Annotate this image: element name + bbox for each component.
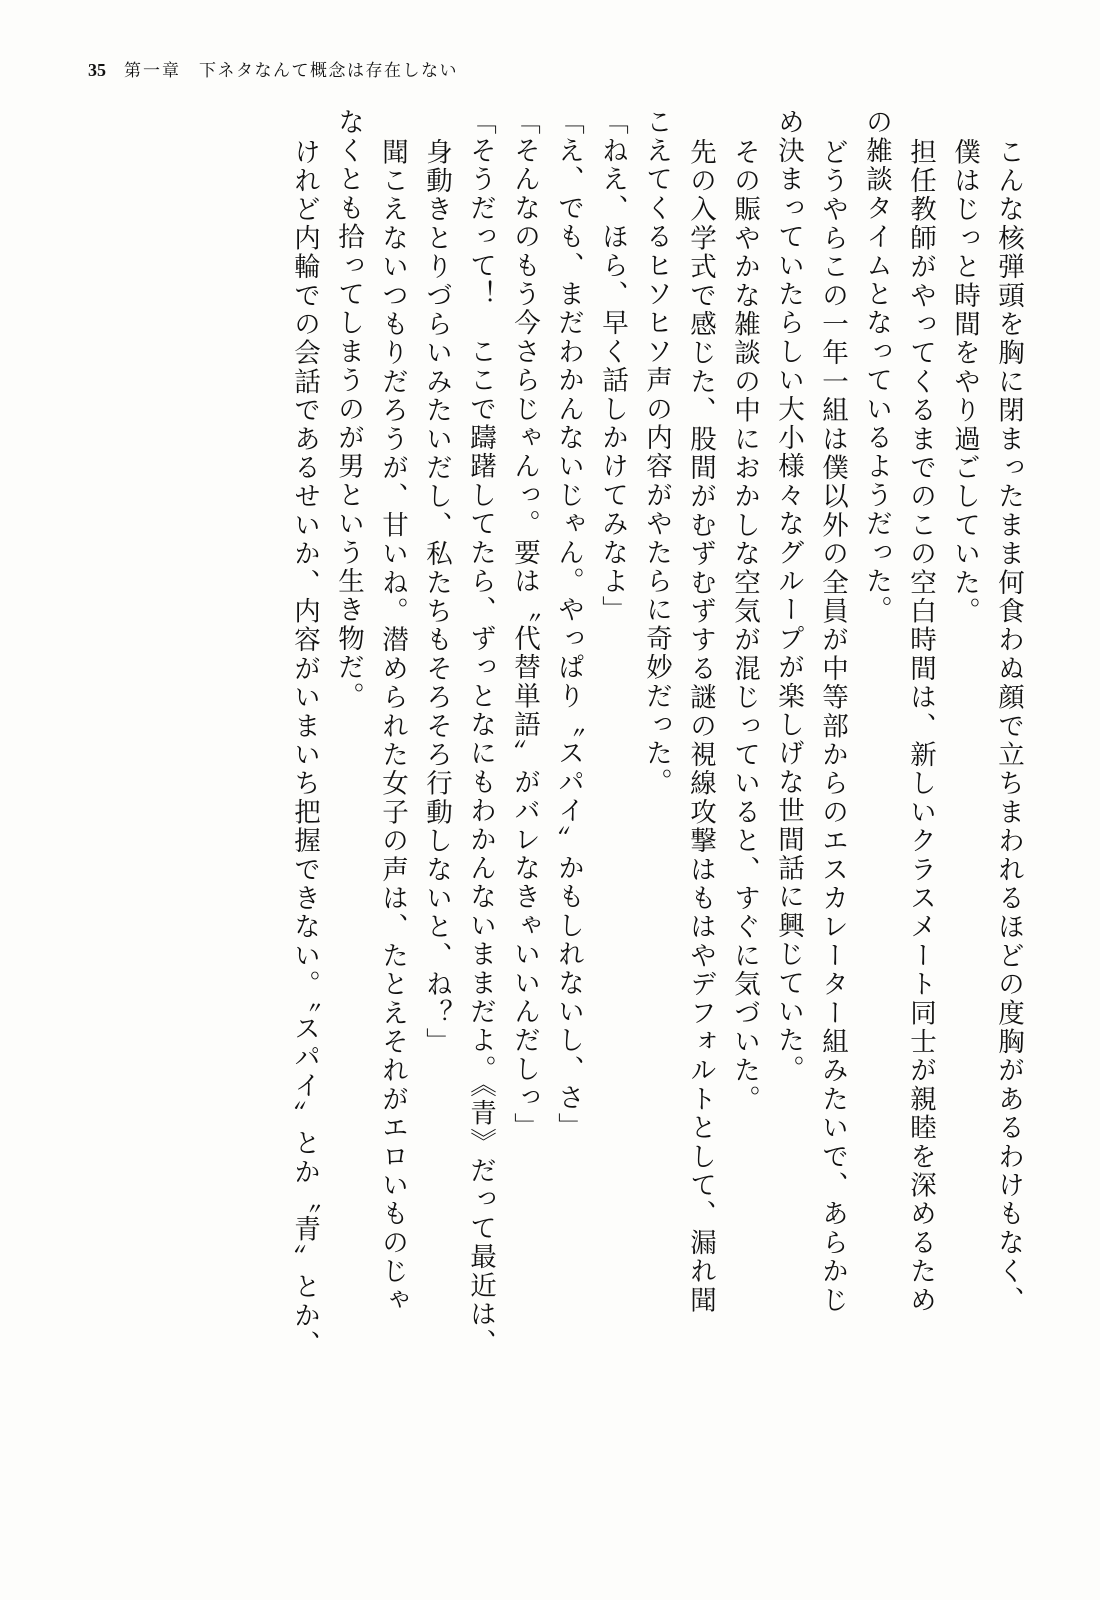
text-column: 身動きとりづらいみたいだし、私たちもそろそろ行動しないと、ね？」 bbox=[422, 138, 452, 1057]
chapter-label: 第一章 bbox=[124, 61, 181, 80]
page-body bbox=[78, 108, 1022, 1528]
page-number: 35 bbox=[88, 60, 106, 80]
text-column: その賑やかな雑談の中におかしな空気が混じっていると、すぐに気づいた。 bbox=[730, 138, 760, 1114]
running-head bbox=[88, 56, 458, 81]
text-column: こんな核弾頭を胸に閉まったまま何食わぬ顔で立ちまわれるほどの度胸があるわけもなく、 bbox=[994, 138, 1024, 1315]
text-column: こえてくるヒソヒソ声の内容がやたらに奇妙だった。 bbox=[642, 108, 672, 797]
text-column: の雑談タイムとなっているようだった。 bbox=[862, 108, 892, 625]
text-column: 「そうだって！ ここで躊躇してたら、ずっとなにもわかんないままだよ。《青》だって最近は、 bbox=[466, 108, 496, 1358]
text-column: 先の入学式で感じた、股間がむずむずする謎の視線攻撃はもはやデフォルトとして、漏れ聞 bbox=[686, 138, 716, 1315]
chapter-title: 下ネタなんて概念は存在しない bbox=[199, 61, 458, 80]
text-column: 「え、でも、まだわかんないじゃん。やっぱり〝スパイ〟かもしれないし、さ」 bbox=[554, 108, 584, 1142]
text-column: なくとも拾ってしまうのが男という生き物だ。 bbox=[334, 108, 364, 711]
text-column: けれど内輪での会話であるせいか、内容がいまいち把握できない。〝スパイ〟とか〝青〟とか、 bbox=[290, 138, 320, 1359]
text-column: 聞こえないつもりだろうが、甘いね。潜められた女子の声は、たとえそれがエロいものじゃ bbox=[378, 138, 408, 1315]
text-column: どうやらこの一年一組は僕以外の全員が中等部からのエスカレーター組みたいで、あらかじ bbox=[818, 138, 848, 1315]
text-column: 「ねえ、ほら、早く話しかけてみなよ」 bbox=[598, 108, 628, 625]
text-column: め決まっていたらしい大小様々なグループが楽しげな世間話に興じていた。 bbox=[774, 108, 804, 1084]
text-column: 「そんなのもう今さらじゃんっ。要は〝代替単語〟がバレなきゃいいんだしっ」 bbox=[510, 108, 540, 1142]
text-column: 僕はじっと時間をやり過ごしていた。 bbox=[950, 138, 980, 626]
text-column: 担任教師がやってくるまでのこの空白時間は、新しいクラスメート同士が親睦を深めるため bbox=[906, 138, 936, 1315]
